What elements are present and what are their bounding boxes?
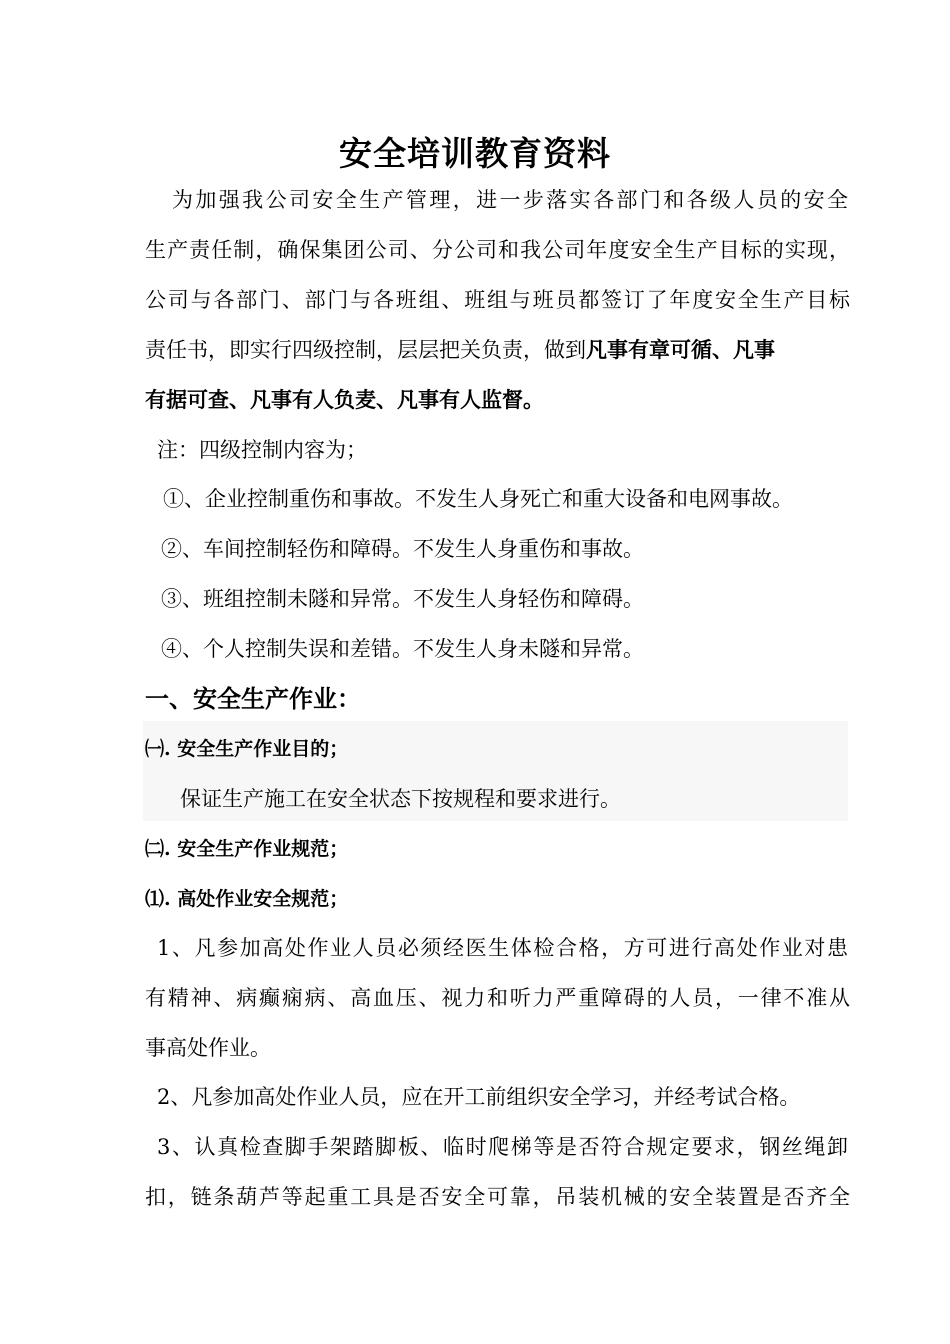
subsection-1-title: ㈠. 安全生产作业目的； — [145, 738, 349, 760]
paragraph-1-line-3: 事高处作业。 — [145, 1036, 271, 1060]
note-item-3: ③、班组控制未隧和异常。不发生人身轻伤和障碍。 — [161, 587, 644, 611]
intro-line-1: 为加强我公司安全生产管理，进一步落实各部门和各级人员的安全 — [172, 188, 848, 212]
paragraph-1-line-2: 有精神、病癫痫病、高血压、视力和听力严重障碍的人员，一律不准从 — [145, 986, 850, 1010]
note-item-1: ①、企业控制重伤和事故。不发生人身死亡和重大设备和电网事故。 — [163, 487, 793, 511]
subsection-2-1-title: ⑴. 高处作业安全规范； — [145, 888, 349, 910]
paragraph-1-line-1: 1、凡参加高处作业人员必须经医生体检合格，方可进行高处作业对患 — [157, 936, 848, 960]
document-title: 安全培训教育资料 — [339, 134, 611, 173]
paragraph-3-line-1: 3、认真检查脚手架踏脚板、临时爬梯等是否符合规定要求，钢丝绳卸 — [157, 1135, 848, 1159]
note-label: 注：四级控制内容为； — [157, 438, 367, 462]
intro-line-4 — [145, 335, 850, 365]
section-heading: 一、安全生产作业： — [145, 684, 361, 713]
intro-line-2: 生产责任制，确保集团公司、分公司和我公司年度安全生产目标的实现， — [145, 238, 850, 262]
note-item-4: ④、个人控制失误和差错。不发生人身未隧和异常。 — [161, 637, 644, 661]
paragraph-3-line-2: 扣，链条葫芦等起重工具是否安全可靠，吊装机械的安全装置是否齐全 — [145, 1185, 850, 1209]
intro-line-3: 公司与各部门、部门与各班组、班组与班员都签订了年度安全生产目标 — [145, 288, 850, 312]
intro-line-4-emphasis: 凡事有章可循、凡事 — [586, 337, 775, 362]
intro-line-5-emphasis: 有据可查、凡事有人负麦、凡事有人监督。 — [145, 387, 544, 412]
subsection-1-text: 保证生产施工在安全状态下按规程和要求进行。 — [180, 787, 621, 811]
note-item-2: ②、车间控制轻伤和障碍。不发生人身重伤和事故。 — [161, 537, 644, 561]
subsection-2-title: ㈡. 安全生产作业规范； — [145, 838, 349, 860]
intro-line-4-text: 责任书，即实行四级控制，层层把关负责，做到 — [145, 338, 586, 362]
paragraph-2: 2、凡参加高处作业人员，应在开工前组织安全学习，并经考试合格。 — [157, 1085, 801, 1109]
